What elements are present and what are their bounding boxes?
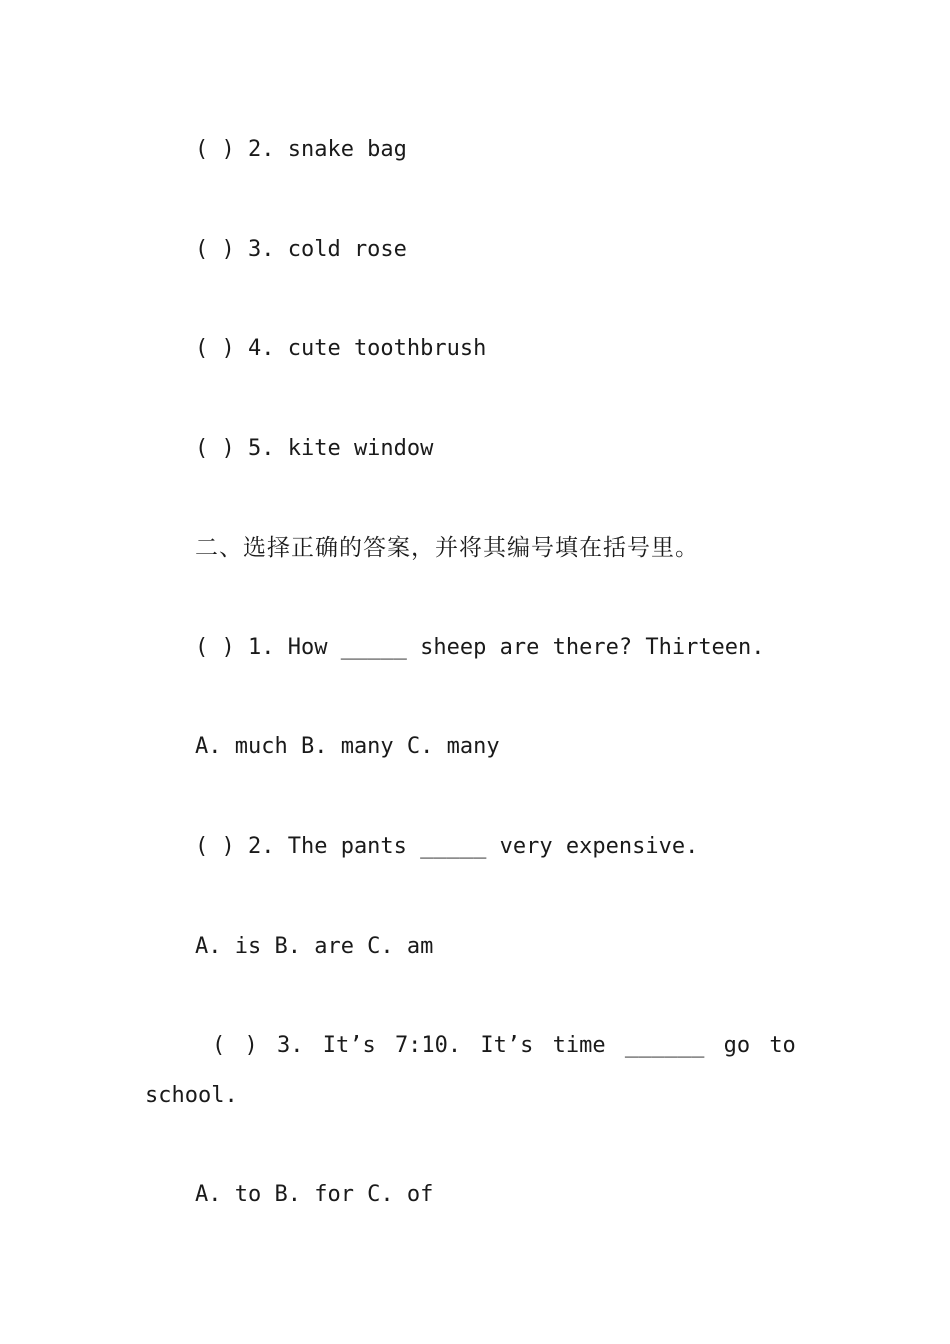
question-item-2: ( ) 2. snake bag: [195, 137, 407, 162]
choice-options-3: A. to B. for C. of: [195, 1182, 434, 1207]
choice-question-3-line1: ( ) 3. It’s 7:10. It’s time ______ go to: [212, 1033, 796, 1058]
question-item-3: ( ) 3. cold rose: [195, 237, 407, 262]
section-heading: 二、选择正确的答案，并将其编号填在括号里。: [195, 535, 699, 561]
choice-options-2: A. is B. are C. am: [195, 934, 434, 959]
question-item-4: ( ) 4. cute toothbrush: [195, 336, 487, 361]
choice-options-1: A. much B. many C. many: [195, 734, 500, 759]
choice-question-3-line2: school.: [145, 1083, 238, 1108]
choice-question-2: ( ) 2. The pants _____ very expensive.: [195, 834, 699, 859]
question-item-5: ( ) 5. kite window: [195, 436, 434, 461]
choice-question-1: ( ) 1. How _____ sheep are there? Thirteen.: [195, 635, 765, 660]
